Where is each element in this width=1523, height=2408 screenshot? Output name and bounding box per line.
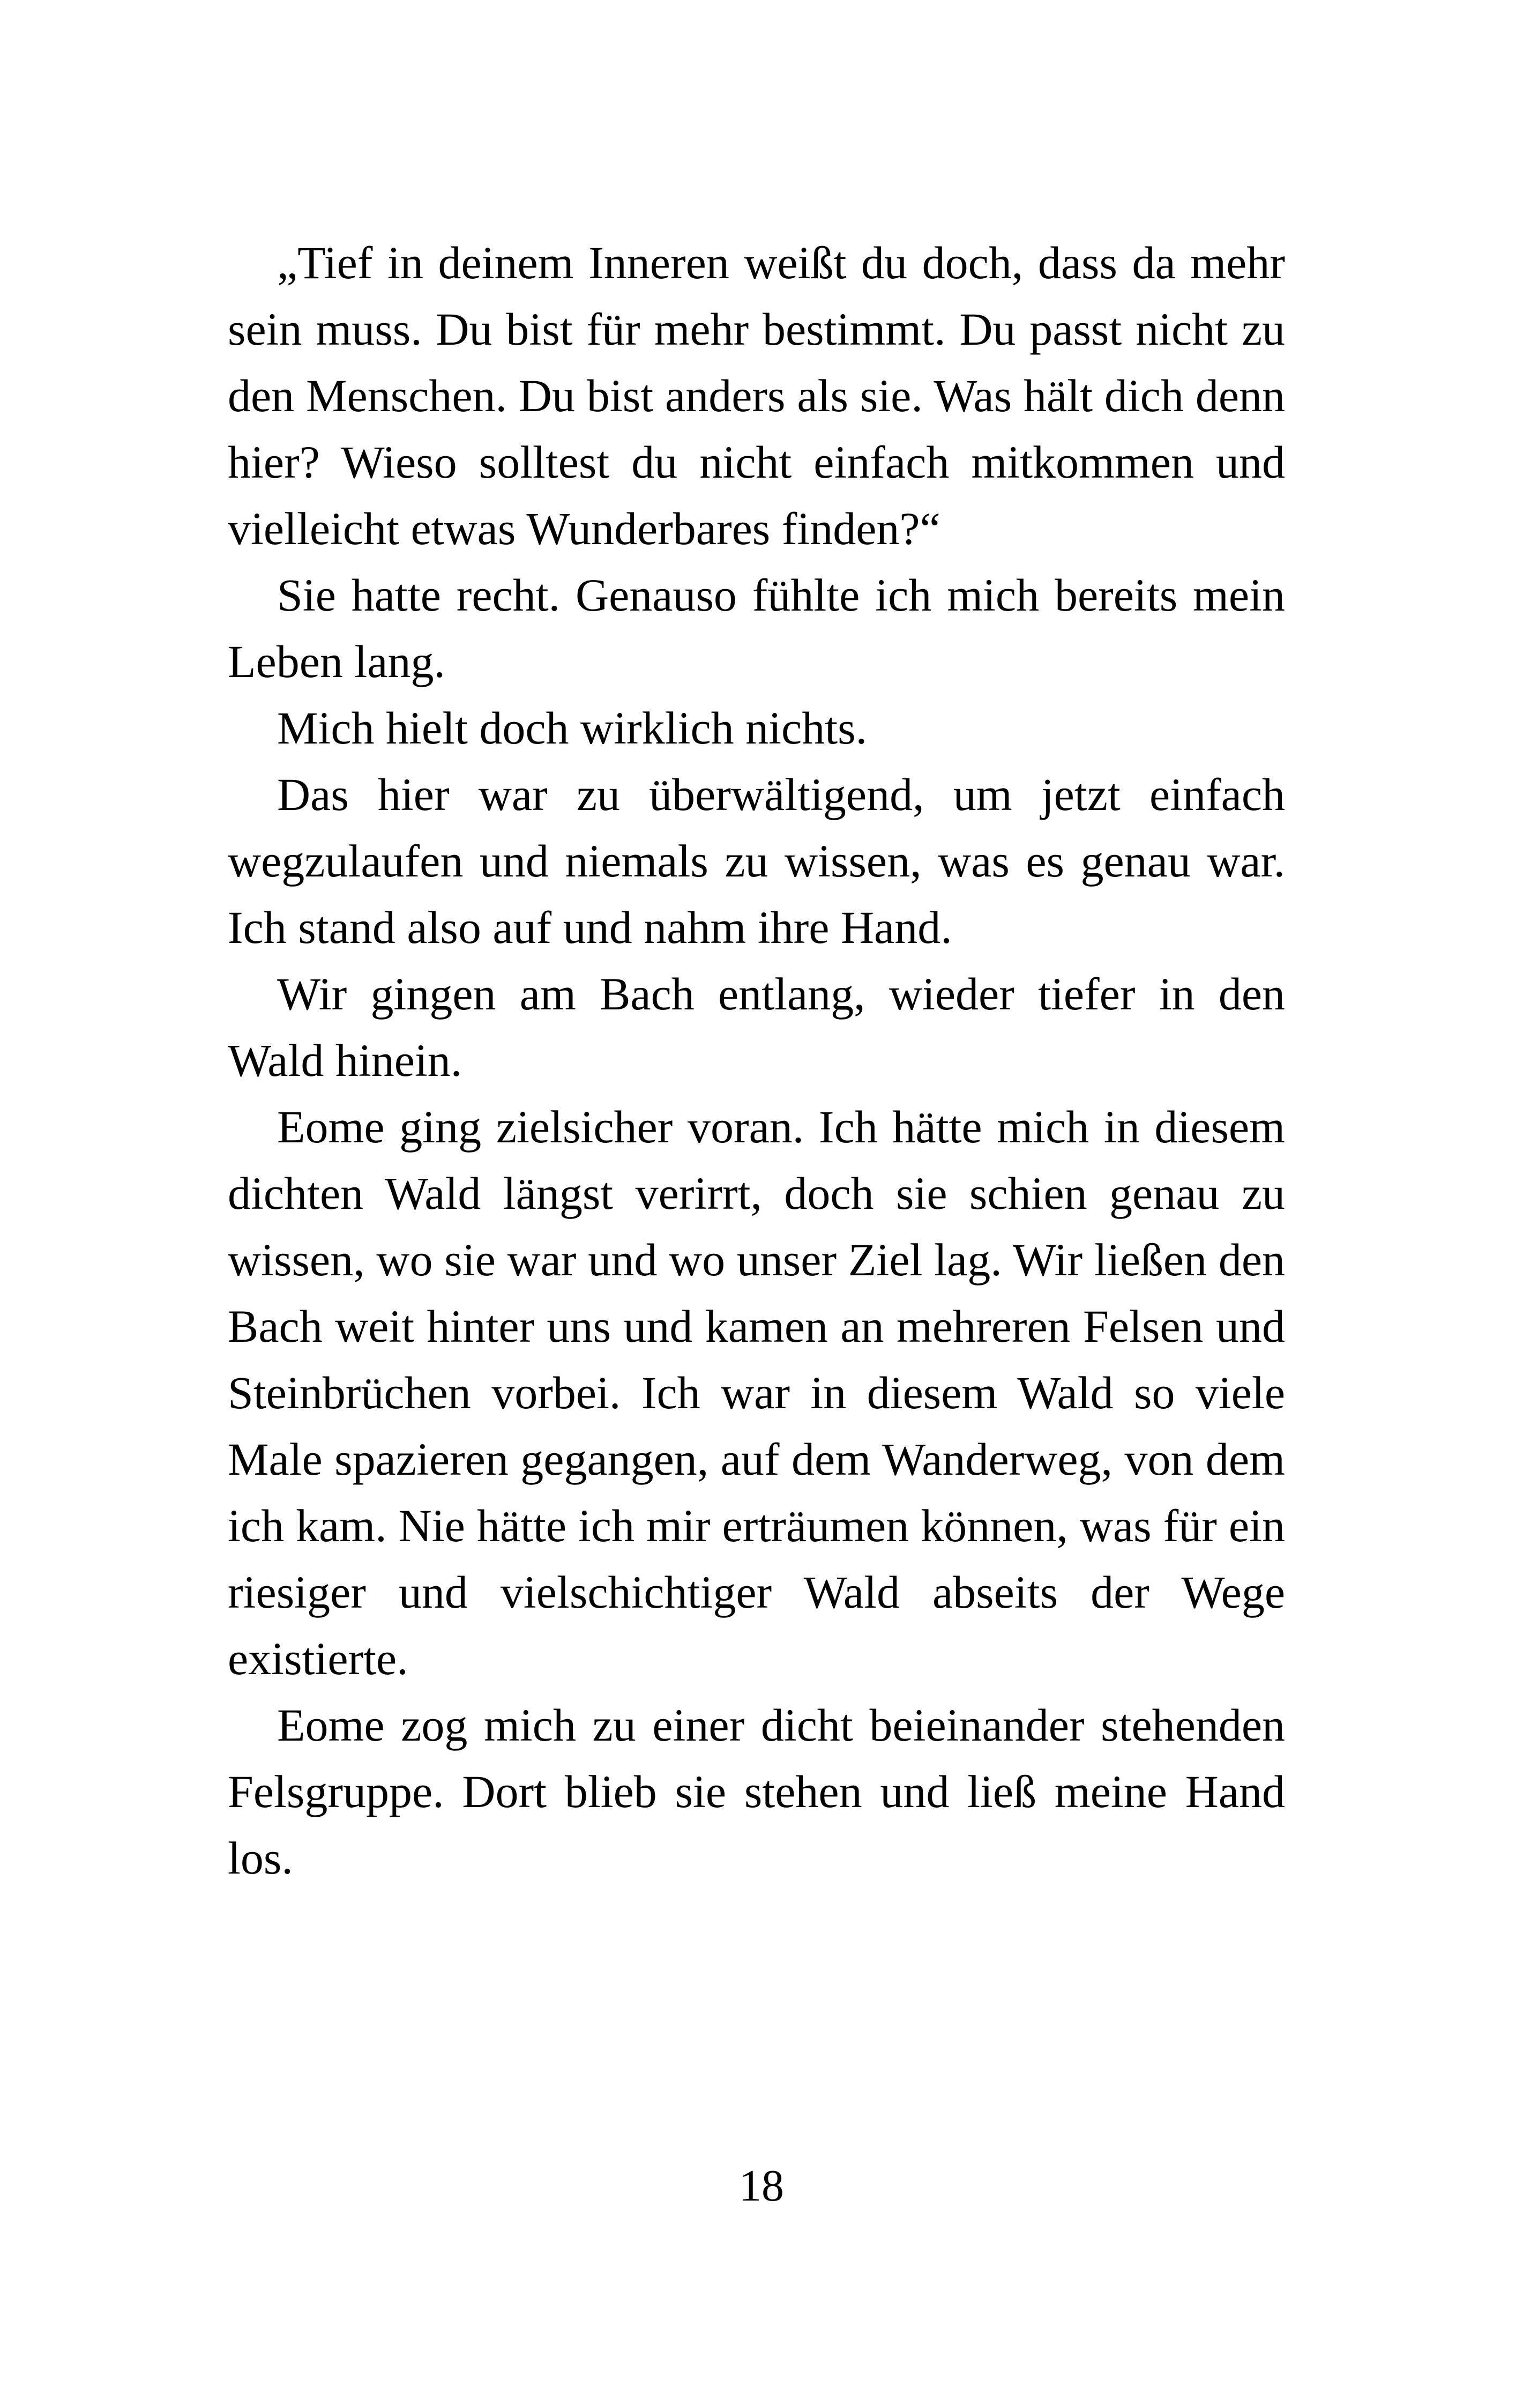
page-number: 18 — [739, 2161, 784, 2211]
paragraph: Wir gingen am Bach entlang, wieder tiefer in den Wald hinein. — [228, 968, 1285, 1086]
paragraph: Eome zog mich zu einer dicht beieinander stehenden Felsgruppe. Dort blieb sie stehen und ließ meine Hand los. — [228, 1699, 1285, 1884]
paragraph: „Tief in deinem Inneren weißt du doch, dass da mehr sein muss. Du bist für mehr bestimmt. Du passt nicht zu den Menschen. Du bist anders als sie. Was hält dich denn hier? Wieso solltest du nicht einfach mitkommen und vielleicht etwas Wunderbares finden?“ — [228, 237, 1285, 554]
paragraph: Das hier war zu überwältigend, um jetzt einfach wegzulaufen und niemals zu wissen, was es genau war. Ich stand also auf und nahm ihre Hand. — [228, 769, 1285, 953]
paragraph: Mich hielt doch wirklich nichts. — [277, 702, 868, 754]
body-text — [228, 229, 1285, 1891]
paragraph: Eome ging zielsicher voran. Ich hätte mich in diesem dichten Wald längst verirrt, doch sie schien genau zu wissen, wo sie war und wo unser Ziel lag. Wir ließen den Bach weit hinter uns und kamen an mehreren Felsen und Steinbrüchen vorbei. Ich war in diesem Wald so viele Male spazieren gegangen, auf dem Wanderweg, von dem ich kam. Nie hätte ich mir erträumen können, was für ein riesiger und vielschichtiger Wald abseits der Wege existierte. — [228, 1101, 1285, 1684]
paragraph: Sie hatte recht. Genauso fühlte ich mich bereits mein Leben lang. — [228, 569, 1285, 687]
